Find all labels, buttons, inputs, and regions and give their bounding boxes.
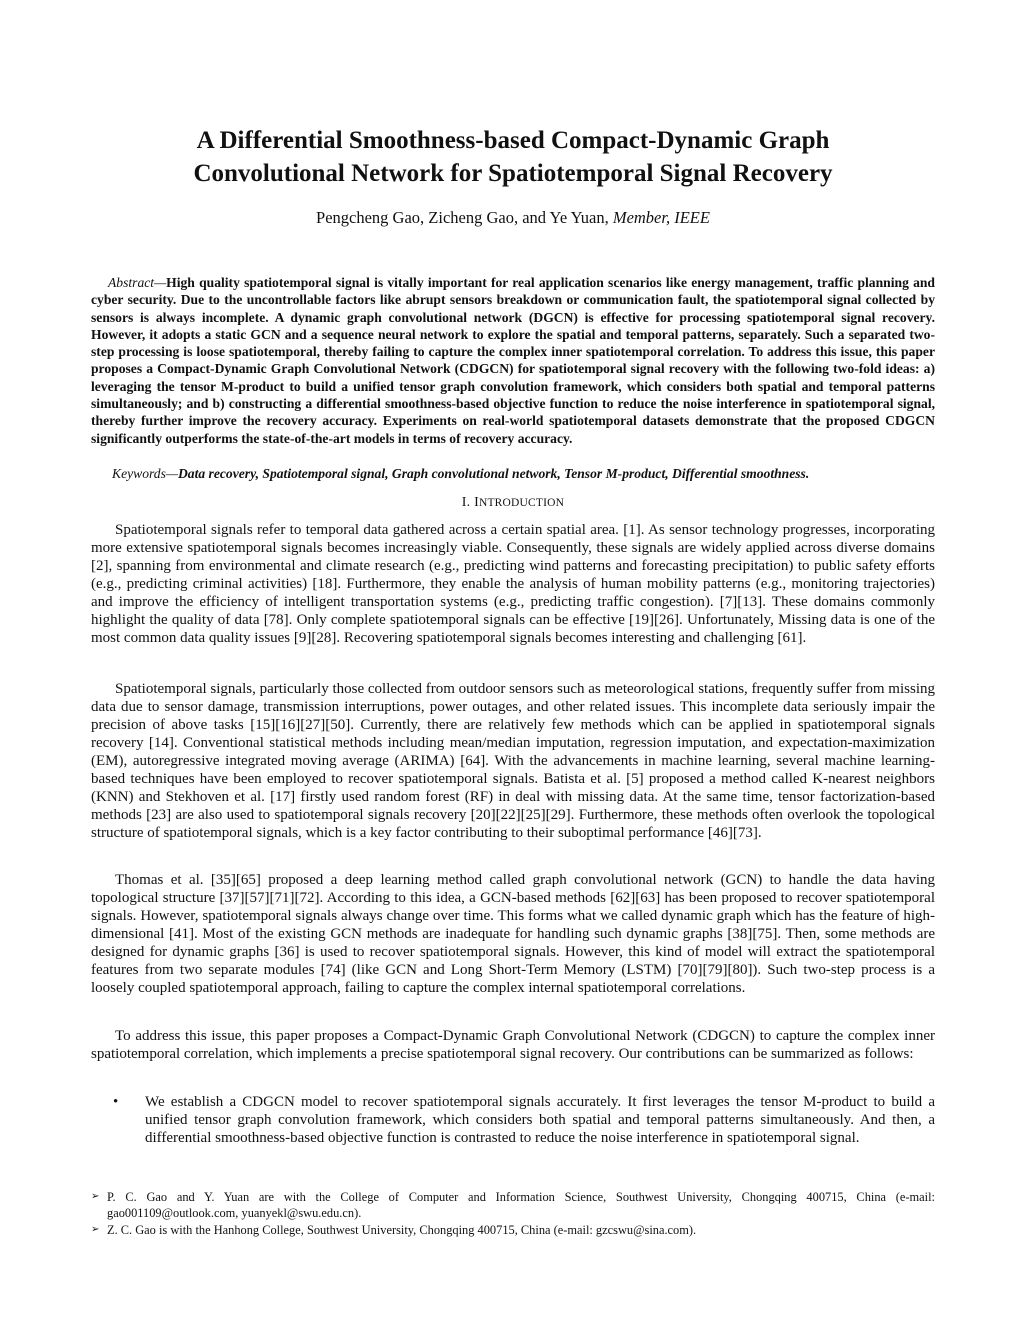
author-names: Pengcheng Gao, Zicheng Gao, and Ye Yuan, <box>316 208 609 227</box>
paragraph-3: Thomas et al. [35][65] proposed a deep learning method called graph convolutional network (GCN) to handle the data having topological structure [37][57][71][72]. According to this idea, a GCN-based methods [62][63] has been proposed to recover spatiotemporal signals. However, spatiotemporal signals always change over time. This forms what we called dynamic graph which has the feature of high-dimensional [41]. Most of the existing GCN methods are inadequate for handling such dynamic graphs [38][75]. Then, some methods are designed for dynamic graphs [36] is used to recover spatiotemporal signals. However, this kind of model will extract the spatiotemporal features from two separate modules [74] (like GCN and Long Short-Term Memory (LSTM) [70][79][80]). Such two-step process is a loosely coupled spatiotemporal approach, failing to capture the complex internal spatiotemporal correlations. <box>91 872 935 997</box>
abstract-label: Abstract— <box>108 275 167 290</box>
contribution-text: We establish a CDGCN model to recover spatiotemporal signals accurately. It first leverages the tensor M-product to build a unified tensor graph convolution framework, which considers both spatial and temporal patterns simultaneously. And then, a differential smoothness-based objective function is contrasted to reduce the noise interference in spatiotemporal signal. <box>145 1094 935 1147</box>
paper-title <box>91 124 935 190</box>
bullet-icon: • <box>113 1094 119 1110</box>
footnotes <box>91 1189 935 1239</box>
arrow-bullet-icon: ➢ <box>91 1191 100 1202</box>
keywords <box>91 465 935 482</box>
footnote-1 <box>91 1189 935 1221</box>
section-initial: I <box>474 495 479 510</box>
author-role: Member, IEEE <box>612 208 710 227</box>
abstract-text: High quality spatiotemporal signal is vitally important for real application scenarios like energy management, traffic planning and cyber security. Due to the uncontrollable factors like abrupt sensors breakdown or communication fault, the spatiotemporal signal collected by sensors is always incomplete. A dynamic graph convolutional network (DGCN) is effective for processing spatiotemporal signal recovery. However, it adopts a static GCN and a sequence neural network to explore the spatial and temporal patterns, separately. Such a separated two-step processing is loose spatiotemporal, thereby failing to capture the complex inner spatiotemporal correlation. To address this issue, this paper proposes a Compact-Dynamic Graph Convolutional Network (CDGCN) for spatiotemporal signal recovery with the following two-fold ideas: a) leveraging the tensor M-product to build a unified tensor graph convolution framework, which considers both spatial and temporal patterns simultaneously; and b) constructing a differential smoothness-based objective function to reduce the noise interference in spatiotemporal signal, thereby further improve the recovery accuracy. Experiments on real-world spatiotemporal datasets demonstrate that the proposed CDGCN significantly outperforms the state-of-the-art models in terms of recovery accuracy. <box>91 275 935 446</box>
contribution-list-item <box>91 1093 935 1147</box>
section-title-rest: NTRODUCTION <box>478 497 565 509</box>
paragraph-1: Spatiotemporal signals refer to temporal data gathered across a certain spatial area. [1]. As sensor technology progresses, incorporating more extensive spatiotemporal signals becomes increasingly viable. Consequently, these signals are widely applied across diverse domains [2], spanning from environmental and climate research (e.g., predicting wind patterns and forecasting precipitation) to public safety efforts (e.g., predicting criminal activities) [18]. Furthermore, they enable the analysis of human mobility patterns (e.g., monitoring trajectories) and improve the efficiency of intelligent transportation systems (e.g., predicting traffic congestion). [7][13]. These domains commonly highlight the quality of data [78]. Only complete spatiotemporal signals can be effective [19][26]. Unfortunately, Missing data is one of the most common data quality issues [9][28]. Recovering spatiotemporal signals becomes interesting and challenging [61]. <box>91 522 935 647</box>
paragraph-2: Spatiotemporal signals, particularly those collected from outdoor sensors such as meteorological stations, frequently suffer from missing data due to sensor damage, transmission interruptions, power outages, and other related issues. This incomplete data seriously impair the precision of above tasks [15][16][27][50]. Currently, there are relatively few methods which can be applied in spatiotemporal signals recovery [14]. Conventional statistical methods including mean/median imputation, regression imputation, and expectation-maximization (EM), autoregressive integrated moving average (ARIMA) [64]. With the advancements in machine learning, several machine learning-based techniques have been employed to recover spatiotemporal signals. Batista et al. [5] proposed a method called K-nearest neighbors (KNN) and Stekhoven et al. [17] firstly used random forest (RF) in deal with missing data. At the same time, tensor factorization-based methods [23] are also used to spatiotemporal signals recovery [20][22][25][29]. Furthermore, these methods often overlook the topological structure of spatiotemporal signals, which is a key factor contributing to their suboptimal performance [46][73]. <box>91 681 935 842</box>
title-line-2: Convolutional Network for Spatiotemporal Signal Recovery <box>193 160 833 187</box>
footnote-1-text: P. C. Gao and Y. Yuan are with the College of Computer and Information Science, Southwest University, Chongqing 400715, China (e-mail: gao001109@outlook.com, yuanyekl@swu.edu.cn). <box>107 1190 935 1220</box>
arrow-bullet-icon: ➢ <box>91 1224 100 1235</box>
paragraph-4: To address this issue, this paper proposes a Compact-Dynamic Graph Convolutional Network (CDGCN) to capture the complex inner spatiotemporal correlation, which implements a precise spatiotemporal signal recovery. Our contributions can be summarized as follows: <box>91 1028 935 1063</box>
section-heading <box>91 494 935 512</box>
footnote-2-text: Z. C. Gao is with the Hanhong College, Southwest University, Chongqing 400715, China (e-mail: gzcswu@sina.com). <box>107 1223 697 1237</box>
section-number: I. <box>461 495 471 510</box>
keywords-label: Keywords— <box>112 466 178 481</box>
keywords-text: Data recovery, Spatiotemporal signal, Graph convolutional network, Tensor M-product, Differential smoothness. <box>177 466 810 481</box>
author-list <box>91 207 935 229</box>
abstract <box>91 274 935 447</box>
footnote-2 <box>91 1222 935 1238</box>
title-line-1: A Differential Smoothness-based Compact-Dynamic Graph <box>196 127 830 154</box>
